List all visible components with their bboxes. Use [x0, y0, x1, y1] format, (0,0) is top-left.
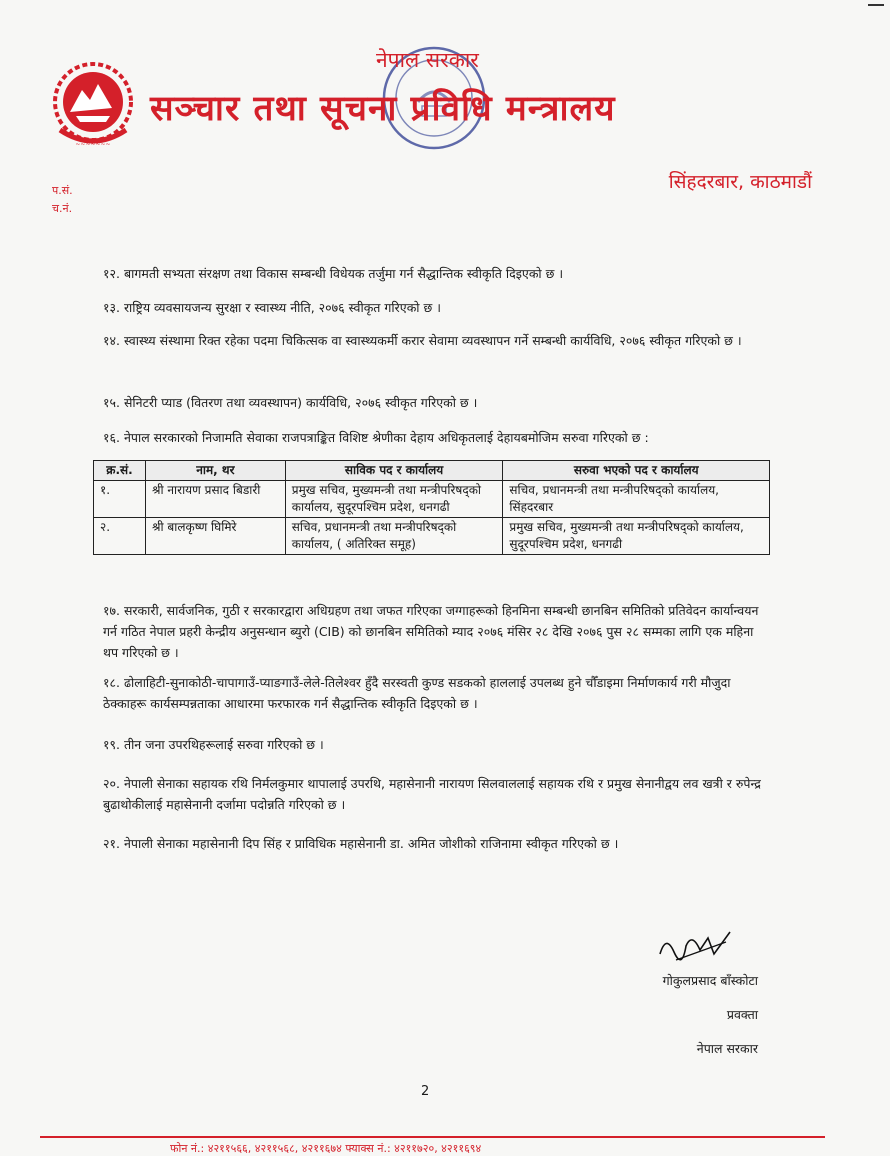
scan-edge-mark: [868, 4, 884, 6]
column-header: नाम, थर: [145, 461, 285, 481]
table-cell: श्री नारायण प्रसाद बिडारी: [145, 481, 285, 518]
decision-item: २०. नेपाली सेनाका सहायक रथि निर्मलकुमार थापालाई उपरथि, महासेनानी नारायण सिलवाललाई सहायक रथि र प्रमुख सेनानीद्वय लव खत्री र रुपेन्द्र बुढाथोकीलाई महासेनानी दर्जामा पदोन्नति गरिएको छ ।: [103, 776, 761, 812]
signer-organization: नेपाल सरकार: [696, 1041, 758, 1056]
footer-contact: फोन नं.: ४२११५६६, ४२११५६८, ४२११६७४ फ्याक्स नं.: ४२११७२०, ४२११६९४: [170, 1142, 482, 1155]
column-header: सरुवा भएको पद र कार्यालय: [503, 461, 770, 481]
decision-item: १५. सेनिटरी प्याड (वितरण तथा व्यवस्थापन) कार्यविधि, २०७६ स्वीकृत गरिएको छ ।: [103, 395, 478, 410]
svg-text:~~~~~~~: ~~~~~~~: [75, 141, 111, 148]
transfer-table: [93, 460, 770, 555]
decision-item: १८. ढोलाहिटी-सुनाकोठी-चापागाउँ-प्याङगाउँ-लेले-तिलेश्वर हुँदै सरस्वती कुण्ड सडकको हाललाई उपलब्ध हुने चौँडाइमा निर्माणकार्य गरी मौजुदा ठेक्काहरू कार्यसम्पन्नताका आधारमा फरफारक गर्न सैद्धान्तिक स्वीकृति दिइएको छ ।: [103, 675, 731, 711]
table-row: [94, 481, 770, 518]
decision-item: १९. तीन जना उपरथिहरूलाई सरुवा गरिएको छ ।: [103, 737, 324, 752]
table-cell: प्रमुख सचिव, मुख्यमन्त्री तथा मन्त्रीपरिषद्को कार्यालय, सुदूरपश्चिम प्रदेश, धनगढी: [503, 518, 770, 555]
spokesperson-name: गोकुलप्रसाद बाँस्कोटा: [662, 973, 758, 988]
table-cell: २.: [94, 518, 146, 555]
decision-item: १४. स्वास्थ्य संस्थामा रिक्त रहेका पदमा चिकित्सक वा स्वास्थ्यकर्मी करार सेवामा व्यवस्थापन गर्ने सम्बन्धी कार्यविधि, २०७६ स्वीकृत गरिएको छ ।: [103, 333, 742, 348]
spokesperson-role: प्रवक्ता: [726, 1007, 758, 1022]
decision-item: १२. बागमती सभ्यता संरक्षण तथा विकास सम्बन्धी विधेयक तर्जुमा गर्न सैद्धान्तिक स्वीकृति दिइएको छ ।: [103, 266, 564, 281]
table-header-row: [94, 461, 770, 481]
column-header: साविक पद र कार्यालय: [285, 461, 503, 481]
decision-item: १६. नेपाल सरकारको निजामति सेवाका राजपत्राङ्कित विशिष्ट श्रेणीका देहाय अधिकृतलाई देहायबमोजिम सरुवा गरिएको छ :: [103, 430, 649, 445]
decision-item: २१. नेपाली सेनाका महासेनानी दिप सिंह र प्राविधिक महासेनानी डा. अमित जोशीको राजिनामा स्वीकृत गरिएको छ ।: [103, 836, 619, 851]
page-number: 2: [421, 1084, 430, 1099]
handwritten-signature-icon: [656, 924, 736, 964]
decision-item: १७. सरकारी, सार्वजनिक, गुठी र सरकारद्वारा अधिग्रहण तथा जफत गरिएका जग्गाहरूको हिनमिना सम्बन्धी छानबिन समितिको प्रतिवेदन कार्यान्वयन गर्न गठित नेपाल प्रहरी केन्द्रीय अनुसन्धान ब्युरो (CIB) को छानबिन समितिको म्याद २०७६ मंसिर २८ देखि २०७६ पुस २८ सम्मका लागि एक महिना थप गरिएको छ ।: [103, 603, 759, 660]
office-location: सिंहदरबार, काठमाडौं: [668, 171, 812, 193]
table-cell: प्रमुख सचिव, मुख्यमन्त्री तथा मन्त्रीपरिषद्को कार्यालय, सुदूरपश्चिम प्रदेश, धनगढी: [285, 481, 503, 518]
table-cell: १.: [94, 481, 146, 518]
nepal-emblem-icon: [52, 60, 134, 150]
footer-divider: [40, 1136, 825, 1138]
government-name: नेपाल सरकार: [376, 48, 479, 72]
column-header: क्र.सं.: [94, 461, 146, 481]
table-cell: श्री बालकृष्ण घिमिरे: [145, 518, 285, 555]
reference-number-label: प.सं.: [52, 184, 73, 197]
table-cell: सचिव, प्रधानमन्त्री तथा मन्त्रीपरिषद्को कार्यालय, सिंहदरबार: [503, 481, 770, 518]
table-row: [94, 518, 770, 555]
ministry-title: सञ्चार तथा सूचना प्रविधि मन्त्रालय: [150, 89, 616, 129]
dispatch-number-label: च.नं.: [52, 202, 73, 215]
table-cell: सचिव, प्रधानमन्त्री तथा मन्त्रीपरिषद्को कार्यालय, ( अतिरिक्त समूह): [285, 518, 503, 555]
decision-item: १३. राष्ट्रिय व्यवसायजन्य सुरक्षा र स्वास्थ्य नीति, २०७६ स्वीकृत गरिएको छ ।: [103, 300, 441, 315]
